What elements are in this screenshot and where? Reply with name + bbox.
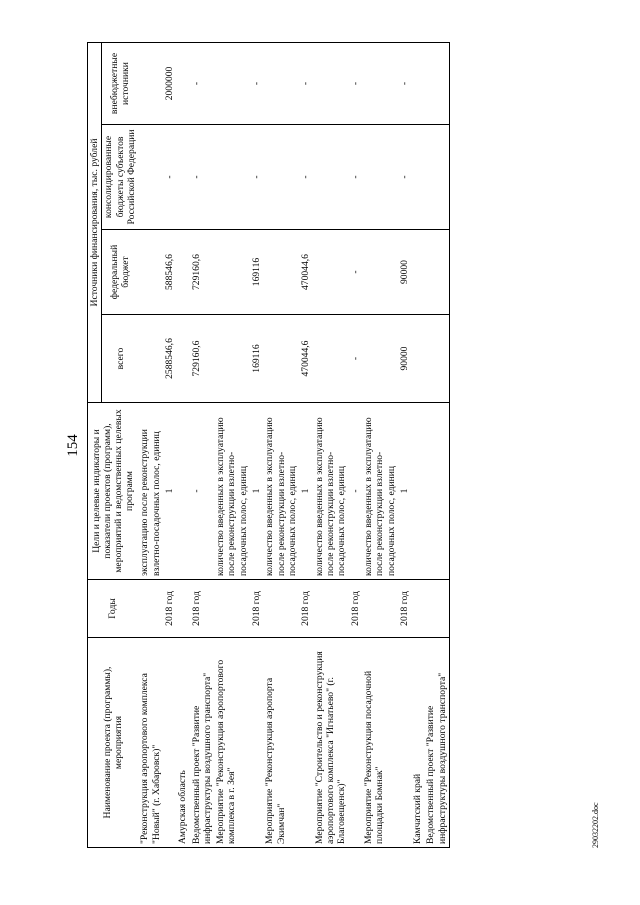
cell-year: [138, 580, 163, 638]
cell-total: 90000: [398, 315, 411, 403]
cell-year: 2018 год: [163, 580, 176, 638]
cell-name: Ведомственный проект "Развитие инфраструктуры воздушного транспорта": [190, 638, 215, 848]
table-row: [411, 42, 424, 847]
header-consolidated: консолидированные бюджеты субъектов Российской Федерации: [102, 125, 138, 230]
cell-total: [411, 315, 424, 403]
header-federal: федеральный бюджет: [102, 230, 138, 315]
table-row: [214, 42, 250, 847]
cell-name: "Реконструкция аэропортового комплекса "Новый" (г. Хабаровск)": [138, 638, 163, 848]
cell-year: [362, 580, 398, 638]
table-body: [138, 42, 449, 847]
cell-extrabudget: [214, 42, 250, 124]
cell-federal: [214, 230, 250, 315]
cell-total: [263, 315, 299, 403]
funding-table: [87, 42, 450, 848]
cell-consolidated: -: [250, 125, 263, 230]
cell-year: [411, 580, 424, 638]
cell-extrabudget: [176, 42, 189, 124]
cell-federal: 729160,6: [190, 230, 215, 315]
cell-name: Ведомственный проект "Развитие инфраструктуры воздушного транспорта": [424, 638, 449, 848]
cell-extrabudget: -: [349, 42, 362, 124]
page-number: 154: [65, 434, 81, 457]
cell-federal: [176, 230, 189, 315]
cell-goal: 1: [299, 403, 312, 580]
header-name: Наименование проекта (программы), мероприятия: [88, 638, 139, 848]
cell-total: 2588546,6: [163, 315, 176, 403]
cell-federal: 90000: [398, 230, 411, 315]
cell-extrabudget: -: [398, 42, 411, 124]
header-extrabudget: внебюджетные источники: [102, 42, 138, 124]
cell-consolidated: -: [163, 125, 176, 230]
cell-year: [424, 580, 449, 638]
cell-consolidated: -: [299, 125, 312, 230]
cell-federal: -: [349, 230, 362, 315]
table-row: [424, 42, 449, 847]
cell-goal: количество введенных в эксплуатацию после реконструкции взлетно-посадочных полос, единиц: [313, 403, 349, 580]
cell-year: 2018 год: [190, 580, 215, 638]
header-goals: Цели и целевые индикаторы и показатели проектов (программ), мероприятий и ведомственных целевых программ: [88, 403, 139, 580]
cell-goal: -: [190, 403, 215, 580]
cell-extrabudget: [313, 42, 349, 124]
cell-extrabudget: [263, 42, 299, 124]
header-funding-group: Источники финансирования, тыс. рублей: [88, 42, 102, 402]
cell-total: [214, 315, 250, 403]
cell-extrabudget: -: [299, 42, 312, 124]
cell-year: 2018 год: [299, 580, 312, 638]
cell-name: Мероприятие "Реконструкция аэропорта Экимчан": [263, 638, 299, 848]
cell-name: Амурская область: [176, 638, 189, 848]
cell-goal: эксплуатацию после реконструкции взлетно-посадочных полос, единиц: [138, 403, 163, 580]
cell-name: Мероприятие "Реконструкция посадочной площадки Бомнак": [362, 638, 398, 848]
cell-year: [176, 580, 189, 638]
table-row: [176, 42, 189, 847]
cell-name: [299, 638, 312, 848]
cell-federal: [424, 230, 449, 315]
table-row: [138, 42, 163, 847]
cell-goal: количество введенных в эксплуатацию после реконструкции взлетно-посадочных полос, единиц: [263, 403, 299, 580]
table-row: [362, 42, 398, 847]
cell-federal: 470044,6: [299, 230, 312, 315]
cell-extrabudget: [362, 42, 398, 124]
cell-year: [313, 580, 349, 638]
cell-consolidated: -: [190, 125, 215, 230]
cell-total: [138, 315, 163, 403]
cell-total: [313, 315, 349, 403]
rotated-page: [63, 43, 600, 848]
cell-total: 169116: [250, 315, 263, 403]
cell-consolidated: [214, 125, 250, 230]
cell-goal: количество введенных в эксплуатацию после реконструкции взлетно-посадочных полос, единиц: [214, 403, 250, 580]
cell-year: 2018 год: [250, 580, 263, 638]
cell-federal: [313, 230, 349, 315]
table-row: [299, 42, 312, 847]
cell-total: [176, 315, 189, 403]
table-row: [313, 42, 349, 847]
cell-name: [398, 638, 411, 848]
cell-year: 2018 год: [398, 580, 411, 638]
cell-consolidated: [138, 125, 163, 230]
cell-extrabudget: [424, 42, 449, 124]
cell-extrabudget: 2000000: [163, 42, 176, 124]
cell-federal: [138, 230, 163, 315]
cell-extrabudget: [138, 42, 163, 124]
cell-consolidated: [411, 125, 424, 230]
cell-federal: [411, 230, 424, 315]
cell-total: 729160,6: [190, 315, 215, 403]
cell-goal: [176, 403, 189, 580]
cell-federal: [263, 230, 299, 315]
document-footer: 29032202.doc: [591, 802, 600, 848]
cell-consolidated: [176, 125, 189, 230]
cell-total: [424, 315, 449, 403]
cell-total: [362, 315, 398, 403]
cell-federal: 169116: [250, 230, 263, 315]
cell-name: Мероприятие "Реконструкция аэропортового комплекса в г. Зея": [214, 638, 250, 848]
cell-consolidated: [263, 125, 299, 230]
header-total: всего: [102, 315, 138, 403]
cell-total: -: [349, 315, 362, 403]
cell-consolidated: [424, 125, 449, 230]
cell-federal: [362, 230, 398, 315]
cell-goal: [424, 403, 449, 580]
cell-extrabudget: -: [250, 42, 263, 124]
cell-year: [214, 580, 250, 638]
cell-consolidated: -: [398, 125, 411, 230]
cell-name: [250, 638, 263, 848]
cell-goal: 1: [398, 403, 411, 580]
cell-goal: количество введенных в эксплуатацию после реконструкции взлетно-посадочных полос, единиц: [362, 403, 398, 580]
cell-consolidated: [362, 125, 398, 230]
cell-goal: [411, 403, 424, 580]
cell-extrabudget: [411, 42, 424, 124]
table-row: [349, 42, 362, 847]
cell-name: Мероприятие "Строительство и реконструкция аэропортового комплекса "Игнатьево" (г. Благовещенск)": [313, 638, 349, 848]
cell-goal: 1: [163, 403, 176, 580]
cell-federal: 588546,6: [163, 230, 176, 315]
cell-extrabudget: -: [190, 42, 215, 124]
cell-total: 470044,6: [299, 315, 312, 403]
cell-name: [349, 638, 362, 848]
cell-name: [163, 638, 176, 848]
table-row: [398, 42, 411, 847]
cell-consolidated: [313, 125, 349, 230]
cell-goal: -: [349, 403, 362, 580]
table-row: [263, 42, 299, 847]
cell-year: 2018 год: [349, 580, 362, 638]
header-years: Годы: [88, 580, 139, 638]
cell-goal: 1: [250, 403, 263, 580]
table-row: [250, 42, 263, 847]
cell-name: Камчатский край: [411, 638, 424, 848]
cell-year: [263, 580, 299, 638]
cell-consolidated: -: [349, 125, 362, 230]
table-row: [163, 42, 176, 847]
table-row: [190, 42, 215, 847]
